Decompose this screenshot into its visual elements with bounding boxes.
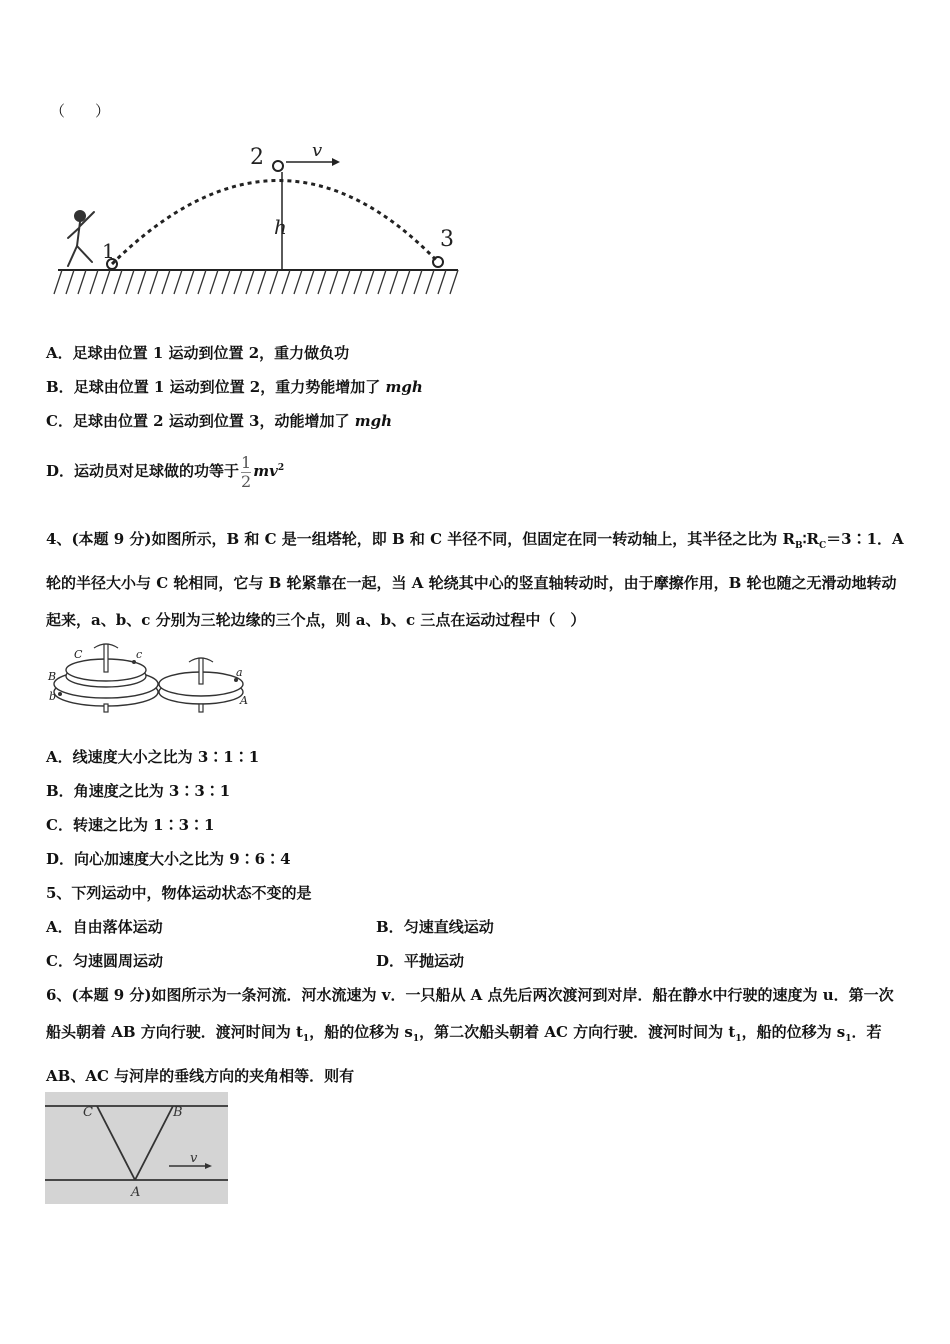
- player-figure: [68, 211, 94, 266]
- label-C: C: [83, 1105, 93, 1120]
- label-position-3: 3: [440, 227, 454, 252]
- q4-stem: 4、(本题 9 分)如图所示，B 和 C 是一组塔轮，即 B 和 C 半径不同，但固定在同一转动轴上，其半径之比为 $R_B∶R_C=3∶1$．A 轮的半径大小与 C 轮相同，它与 B 轮紧靠在一起，当 A 轮绕其中心的竖直轴转动时，由于摩擦作用，B 轮也随之无滑动地转动起来，a、b、c 分别为三轮边缘的三个点，则 a、b、c 三点在运动过程中（ ）: [46, 530, 904, 629]
- axle-right: [199, 658, 203, 684]
- label-C: C: [74, 648, 83, 661]
- q3-option-a[interactable]: A．足球由位置 1 运动到位置 2，重力做负功: [46, 344, 350, 362]
- q4-option-a[interactable]: A．线速度大小之比为 3∶1∶1: [46, 748, 260, 766]
- q4-option-c[interactable]: C．转速之比为 1∶3∶1: [46, 816, 215, 834]
- axle-left-bottom: [104, 704, 108, 712]
- axle-left: [104, 644, 108, 672]
- tower-wheels-figure: [46, 640, 256, 720]
- label-B: B: [173, 1105, 183, 1120]
- axle-right-bottom: [199, 704, 203, 712]
- ball-position-3: [433, 257, 443, 267]
- q3-option-b[interactable]: B．足球由位置 1 运动到位置 2，重力势能增加了 mgh: [46, 378, 423, 396]
- label-c: c: [136, 648, 143, 661]
- q3-option-d[interactable]: D．运动员对足球做的功等于 $\frac{1}{2}$ $mv^2$: [46, 452, 285, 491]
- answer-bracket: （ ）: [50, 102, 111, 120]
- label-v: v: [190, 1151, 198, 1166]
- label-position-1: 1: [102, 239, 115, 263]
- label-a: a: [236, 666, 243, 679]
- football-trajectory-figure: [50, 138, 465, 300]
- fraction-one-half: $\frac{1}{2}$: [241, 452, 252, 491]
- q4-option-d[interactable]: D．向心加速度大小之比为 9∶6∶4: [46, 850, 291, 868]
- label-B: B: [48, 670, 57, 683]
- label-b: b: [49, 690, 57, 703]
- river-crossing-figure: [45, 1092, 228, 1204]
- label-velocity: v: [312, 140, 323, 161]
- q5-option-a[interactable]: A．自由落体运动: [46, 918, 163, 936]
- point-b: [58, 692, 62, 696]
- q5-option-b[interactable]: B．匀速直线运动: [376, 918, 494, 936]
- ground-hatching: [54, 270, 458, 294]
- label-A: A: [131, 1185, 141, 1200]
- q5-stem: 5、下列运动中，物体运动状态不变的是: [46, 884, 312, 902]
- q3-option-c[interactable]: C．足球由位置 2 运动到位置 3，动能增加了 mgh: [46, 412, 392, 430]
- label-position-2: 2: [250, 145, 264, 170]
- label-A: A: [240, 694, 248, 707]
- ball-position-2: [273, 161, 283, 171]
- velocity-arrowhead: [332, 158, 340, 166]
- q4-option-b[interactable]: B．角速度之比为 3∶3∶1: [46, 782, 231, 800]
- q6-stem: 6、(本题 9 分)如图所示为一条河流．河水流速为 v．一只船从 A 点先后两次渡河到对岸．船在静水中行驶的速度为 u．第一次船头朝着 AB 方向行驶．渡河时间为 $t_1$，船的位移为 $s_1$，第二次船头朝着 AC 方向行驶．渡河时间为 $t_1$，船的位移为 $s_1$．若 AB、AC 与河岸的垂线方向的夹角相等．则有: [46, 986, 894, 1085]
- q5-option-c[interactable]: C．匀速圆周运动: [46, 952, 163, 970]
- label-height: h: [274, 215, 287, 239]
- q5-option-d[interactable]: D．平抛运动: [376, 952, 465, 970]
